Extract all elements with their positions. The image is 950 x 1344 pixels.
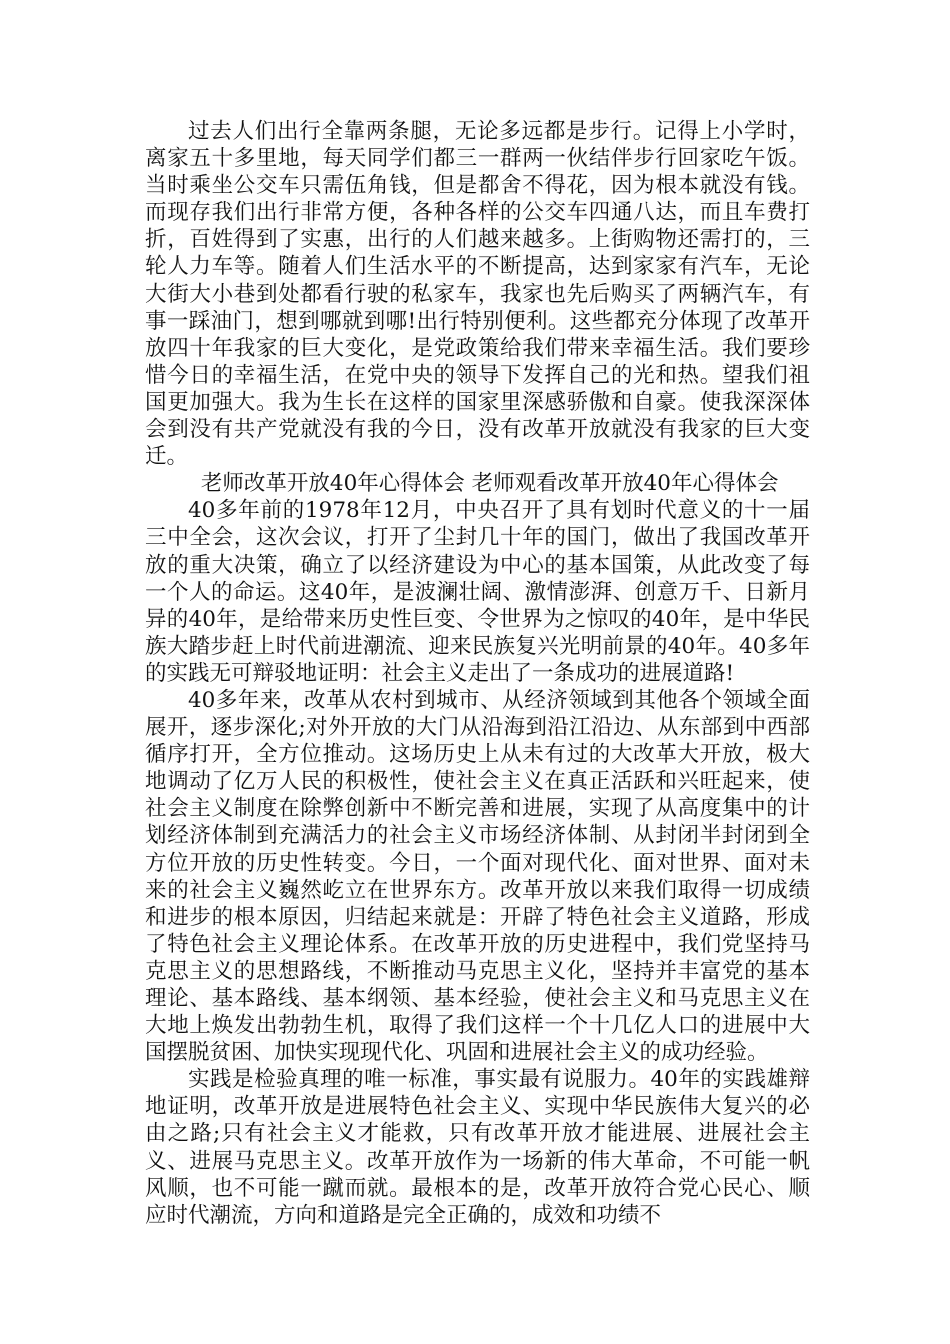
paragraph-1978-plenum: 40多年前的1978年12月，中央召开了具有划时代意义的十一届三中全会，这次会议，打开了尘封几十年的国门，做出了我国改革开放的重大决策，确立了以经济建设为中心的基本国策，从此改变了每一个人的命运。这40年，是波澜壮阔、激情澎湃、创意万千、日新月异的40年，是给带来历史性巨变、令世界为之惊叹的40年，是中华民族大踏步赶上时代前进潮流、迎来民族复兴光明前景的40年。40多年的实践无可辩驳地证明：社会主义走出了一条成功的进展道路! [145,498,811,686]
paragraph-practice-truth: 实践是检验真理的唯一标准，事实最有说服力。40年的实践雄辩地证明，改革开放是进展特色社会主义、实现中华民族伟大复兴的必由之路;只有社会主义才能救，只有改革开放才能进展、进展社会主义、进展马克思主义。改革开放作为一场新的伟大革命，不可能一帆风顺，也不可能一蹴而就。最根本的是，改革开放符合党心民心、顺应时代潮流，方向和道路是完全正确的，成效和功绩不 [145,1067,810,1228]
paragraph-travel-changes: 过去人们出行全靠两条腿，无论多远都是步行。记得上小学时，离家五十多里地，每天同学们都三一群两一伙结伴步行回家吃午饭。当时乘坐公交车只需伍角钱，但是都舍不得花，因为根本就没有钱。而现存我们出行非常方便，各种各样的公交车四通八达，而且车费打折，百姓得到了实惠，出行的人们越来越多。上街购物还需打的，三轮人力车等。随着人们生活水平的不断提高，达到家家有汽车，无论大街大小巷到处都看行驶的私家车，我家也先后购买了两辆汽车，有事一踩油门，想到哪就到哪!出行特别便利。这些都充分体现了改革开放四十年我家的巨大变化，是党政策给我们带来幸福生活。我们要珍惜今日的幸福生活，在党中央的领导下发挥自己的光和热。望我们祖国更加强大。我为生长在这样的国家里深感骄傲和自豪。使我深深体会到没有共产党就没有我的今日，没有改革开放就没有我家的巨大变迁。 [145,119,810,470]
paragraph-reform-achievements: 40多年来，改革从农村到城市、从经济领域到其他各个领域全面展开，逐步深化;对外开放的大门从沿海到沿江沿边、从东部到中西部循序打开，全方位推动。这场历史上从未有过的大改革大开放，极大地调动了亿万人民的积极性，使社会主义在真正活跃和兴旺起来，使社会主义制度在除弊创新中不断完善和进展，实现了从高度集中的计划经济体制到充满活力的社会主义市场经济体制、从封闭半封闭到全方位开放的历史性转变。今日，一个面对现代化、面对世界、面对未来的社会主义巍然屹立在世界东方。改革开放以来我们取得一切成绩和进步的根本原因，归结起来就是：开辟了特色社会主义道路，形成了特色社会主义理论体系。在改革开放的历史进程中，我们党坚持马克思主义的思想路线，不断推动马克思主义化，坚持并丰富党的基本理论、基本路线、基本纲领、基本经验，使社会主义和马克思主义在大地上焕发出勃勃生机，取得了我们这样一个十几亿人口的进展中大国摆脱贫困、加快实现现代化、巩固和进展社会主义的成功经验。 [145,687,810,1066]
document-page [145,118,810,1229]
section-heading: 老师改革开放40年心得体会 老师观看改革开放40年心得体会 [200,471,779,497]
